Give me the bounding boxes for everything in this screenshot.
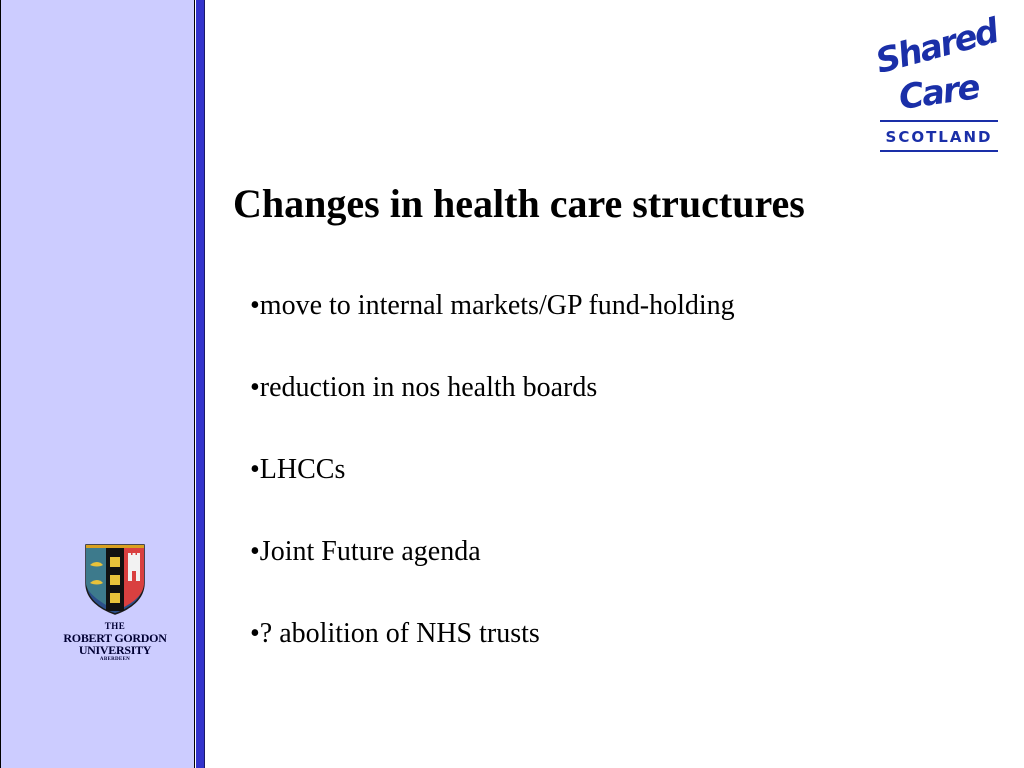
university-line2: UNIVERSITY bbox=[78, 643, 152, 657]
logo-rule-top bbox=[880, 120, 998, 122]
logo-word-shared: Shared bbox=[871, 11, 1002, 83]
slide-title: Changes in health care structures bbox=[233, 181, 805, 226]
logo-word-scotland: SCOTLAND bbox=[885, 128, 993, 146]
sidebar-stripe bbox=[196, 0, 204, 768]
sidebar-stripe-edge bbox=[204, 0, 205, 768]
university-crest-icon bbox=[84, 543, 146, 615]
university-line1: ROBERT GORDON bbox=[63, 631, 167, 645]
shared-care-scotland-logo bbox=[871, 11, 1002, 156]
bullet-list bbox=[250, 290, 735, 700]
bullet-item: •LHCCs bbox=[250, 454, 346, 485]
bullet-item: •move to internal markets/GP fund-holding bbox=[250, 290, 735, 321]
bullet-item: •? abolition of NHS trusts bbox=[250, 618, 540, 649]
bullet-item: •Joint Future agenda bbox=[250, 536, 481, 567]
logo-word-care: Care bbox=[896, 67, 981, 118]
logo-rule-bottom bbox=[880, 150, 998, 152]
university-name bbox=[40, 620, 190, 664]
university-place: ABERDEEN bbox=[99, 657, 131, 662]
bullet-item: •reduction in nos health boards bbox=[250, 372, 598, 403]
university-the: THE bbox=[104, 621, 126, 631]
